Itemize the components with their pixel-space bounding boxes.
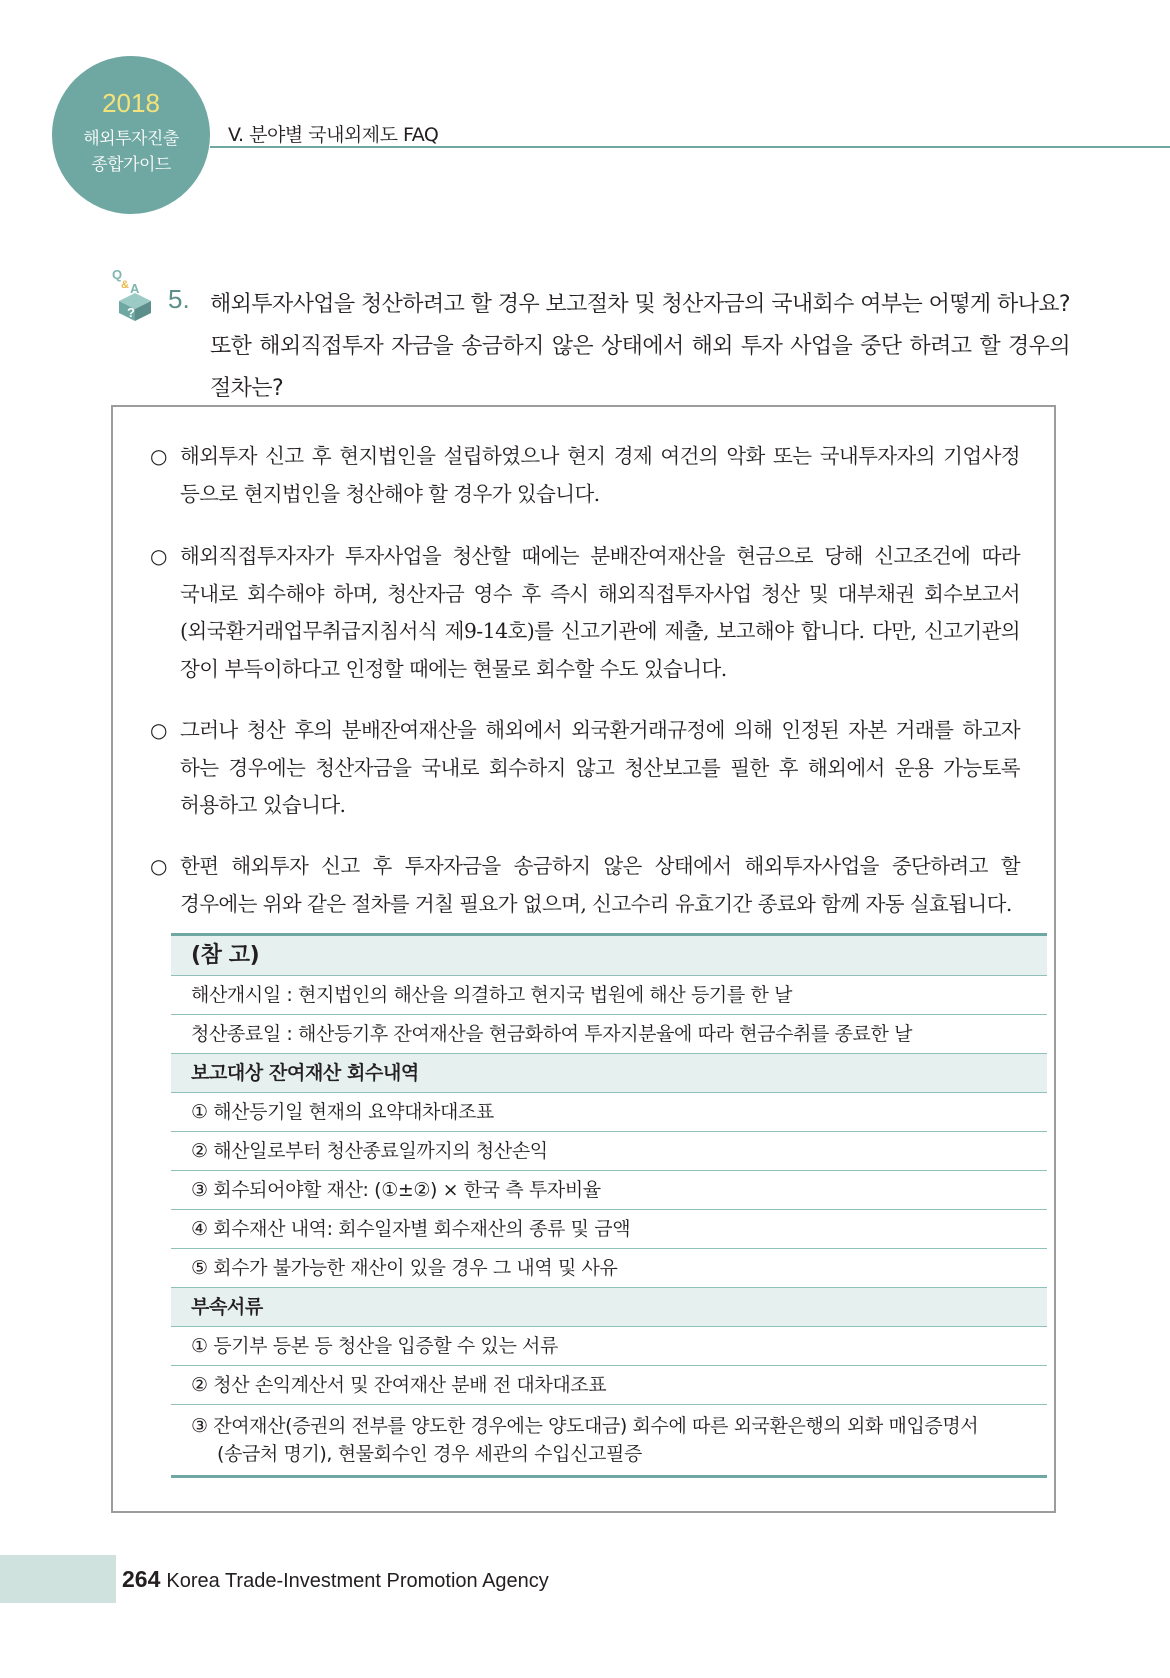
list-item — [171, 1405, 1047, 1475]
svg-text:?: ? — [127, 305, 135, 320]
guide-badge — [52, 56, 210, 214]
bullet-icon: ○ — [150, 854, 167, 878]
bullet-icon: ○ — [150, 544, 167, 568]
list-item: ② 해산일로부터 청산종료일까지의 청산손익 — [171, 1132, 1047, 1171]
paragraph-line: 장이 부득이하다고 인정할 때에는 현물로 회수할 수도 있습니다. — [180, 656, 727, 681]
badge-year: 2018 — [102, 88, 160, 118]
question-line: 또한 해외직접투자 자금을 송금하지 않은 상태에서 해외 투자 사업을 중단 하려고 할 경우의 — [210, 334, 1070, 359]
paragraph-line: 해외직접투자자가 투자사업을 청산할 때에는 분배잔여재산을 현금으로 당해 신고조건에 따라 — [180, 544, 1020, 568]
answer-paragraph — [150, 848, 1020, 923]
bullet-icon: ○ — [150, 718, 167, 742]
footer-bar — [0, 1555, 116, 1603]
bullet-icon: ○ — [150, 444, 167, 468]
list-item-line: (송금처 명기), 현물회수인 경우 세관의 수입신고필증 — [217, 1443, 642, 1465]
question-line: 절차는? — [210, 376, 284, 401]
list-item: ① 해산등기일 현재의 요약대차대조표 — [171, 1093, 1047, 1132]
paragraph-line: 한편 해외투자 신고 후 투자자금을 송금하지 않은 상태에서 해외투자사업을 중단하려고 할 — [180, 854, 1020, 878]
question-line: 해외투자사업을 청산하려고 할 경우 보고절차 및 청산자금의 국내회수 여부는 어떻게 하나요? — [210, 292, 1070, 317]
page-number: 264 — [122, 1566, 161, 1592]
answer-paragraph — [150, 538, 1020, 688]
paragraph-line: 허용하고 있습니다. — [180, 793, 346, 817]
list-item: ② 청산 손익계산서 및 잔여재산 분배 전 대차대조표 — [171, 1366, 1047, 1405]
definition-row: 청산종료일 : 해산등기후 잔여재산을 현금화하여 투자지분율에 따라 현금수취를 종료한 날 — [171, 1015, 1047, 1054]
paragraph-line: 해외투자 신고 후 현지법인을 설립하였으나 현지 경제 여건의 악화 또는 국내투자자의 기업사정 — [180, 444, 1020, 468]
list-item: ④ 회수재산 내역: 회수일자별 회수재산의 종류 및 금액 — [171, 1210, 1047, 1249]
reference-title: (참 고) — [171, 936, 1047, 976]
qa-icon — [109, 267, 157, 321]
list-item: ③ 회수되어야할 재산: (①±②) × 한국 측 투자비율 — [171, 1171, 1047, 1210]
header-divider — [210, 146, 1170, 148]
section-heading: 부속서류 — [171, 1288, 1047, 1327]
svg-text:A: A — [130, 281, 140, 296]
reference-table — [171, 933, 1047, 1478]
paragraph-line: 경우에는 위와 같은 절차를 거칠 필요가 없으며, 신고수리 유효기간 종료와 함께 자동 실효됩니다. — [180, 891, 1012, 916]
list-item-line: ③ 잔여재산(증권의 전부를 양도한 경우에는 양도대금) 회수에 따른 외국환은행의 외화 매입증명서 — [191, 1415, 979, 1437]
question-number: 5. — [168, 284, 190, 314]
answer-paragraph — [150, 438, 1020, 513]
badge-line-2: 종합가이드 — [91, 155, 171, 175]
agency-name: Korea Trade-Investment Promotion Agency — [166, 1570, 549, 1592]
list-item: ① 등기부 등본 등 청산을 입증할 수 있는 서류 — [171, 1327, 1047, 1366]
badge-line-1: 해외투자진출 — [83, 129, 179, 149]
svg-text:Q: Q — [112, 267, 123, 282]
list-item: ⑤ 회수가 불가능한 재산이 있을 경우 그 내역 및 사유 — [171, 1249, 1047, 1288]
paragraph-line: 등으로 현지법인을 청산해야 할 경우가 있습니다. — [180, 481, 600, 506]
answer-paragraph — [150, 712, 1020, 825]
definition-row: 해산개시일 : 현지법인의 해산을 의결하고 현지국 법원에 해산 등기를 한 날 — [171, 976, 1047, 1015]
section-heading: 보고대상 잔여재산 회수내역 — [171, 1054, 1047, 1093]
paragraph-line: (외국환거래업무취급지침서식 제9-14호)를 신고기관에 제출, 보고해야 합니다. 다만, 신고기관의 — [180, 619, 1020, 643]
paragraph-line: 하는 경우에는 청산자금을 국내로 회수하지 않고 청산보고를 필한 후 해외에서 운용 가능토록 — [180, 755, 1020, 780]
paragraph-line: 국내로 회수해야 하며, 청산자금 영수 후 즉시 해외직접투자사업 청산 및 대부채권 회수보고서 — [180, 581, 1020, 606]
section-title: V. 분야별 국내외제도 FAQ — [228, 124, 439, 146]
paragraph-line: 그러나 청산 후의 분배잔여재산을 해외에서 외국환거래규정에 의해 인정된 자본 거래를 하고자 — [180, 718, 1020, 742]
question-text — [210, 284, 1070, 410]
page-footer — [122, 1566, 549, 1593]
svg-text:&: & — [121, 279, 129, 291]
